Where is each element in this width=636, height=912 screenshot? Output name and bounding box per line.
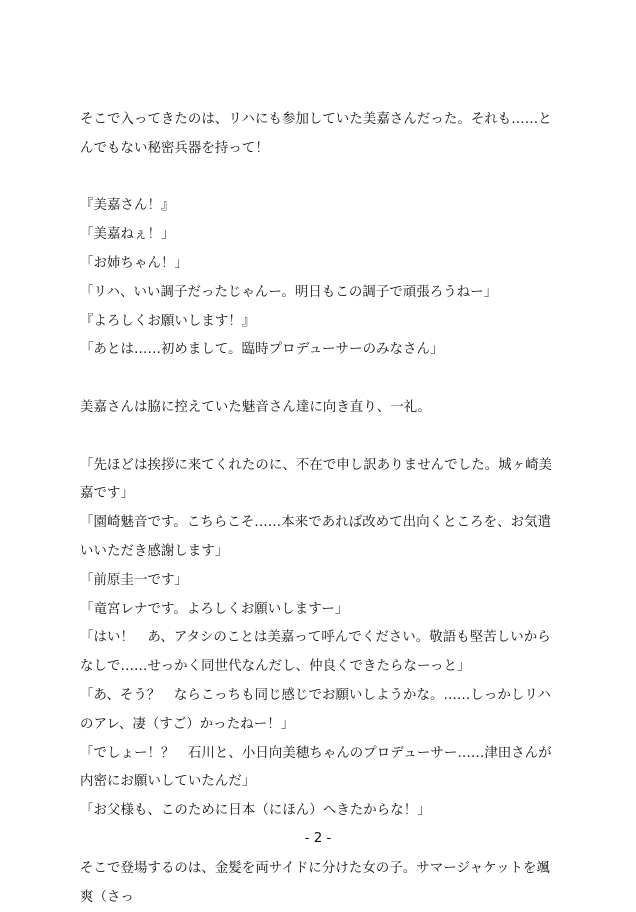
dialogue-line: 「あ、そう？ ならこっちも同じ感じでお願いしようかな。……しっかしリハのアレ、凄（すご）かったねー！」 <box>80 687 551 732</box>
dialogue-line: 「先ほどは挨拶に来てくれたのに、不在で申し訳ありませんでした。城ヶ崎美嘉です」 <box>80 457 553 502</box>
paragraph: そこで登場するのは、金髪を両サイドに分けた女の子。サマージャケットを颯爽（さっ <box>80 860 551 905</box>
dialogue-line: 「はい！ あ、アタシのことは美嘉って呼んでください。敬語も堅苦しいからなしで……せっかく同世代なんだし、仲良くできたらなーっと」 <box>80 630 551 675</box>
paragraph-gap <box>80 365 560 394</box>
dialogue-line: 「前原圭一です」 <box>80 572 188 588</box>
dialogue-line: 『美嘉さん！』 <box>80 198 175 214</box>
dialogue-line: 「美嘉ねぇ！」 <box>80 227 175 243</box>
paragraph: 美嘉さんは脇に控えていた魅音さん達に向き直り、一礼。 <box>80 399 431 415</box>
paragraph: そこで入ってきたのは、リハにも参加していた美嘉さんだった。それも……とんでもない秘密兵器を持って！ <box>80 112 552 156</box>
page-number: - 2 - <box>304 831 332 846</box>
paragraph-gap <box>80 164 560 193</box>
body-text <box>80 106 560 912</box>
dialogue-line: 「お姉ちゃん！」 <box>80 255 188 271</box>
dialogue-line: 「園崎魅音です。こちらこそ……本来であれば改めて出向くところを、お気遣いいただき感謝します」 <box>80 515 552 559</box>
dialogue-line: 「お父様も、このために日本（にほん）へきたからな！」 <box>80 803 431 819</box>
paragraph-gap <box>80 423 560 452</box>
dialogue-line: 「でしょー！？ 石川と、小日向美穂ちゃんのプロデューサー……津田さんが内密にお願いしていたんだ」 <box>80 745 552 790</box>
dialogue-line: 「リハ、いい調子だったじゃんー。明日もこの調子で頑張ろうねー」 <box>80 284 498 300</box>
dialogue-line: 「あとは……初めまして。臨時プロデューサーのみなさん」 <box>80 342 444 358</box>
dialogue-line: 「竜宮レナです。よろしくお願いしますー」 <box>80 601 349 617</box>
dialogue-line: 『よろしくお願いします！』 <box>80 313 256 329</box>
